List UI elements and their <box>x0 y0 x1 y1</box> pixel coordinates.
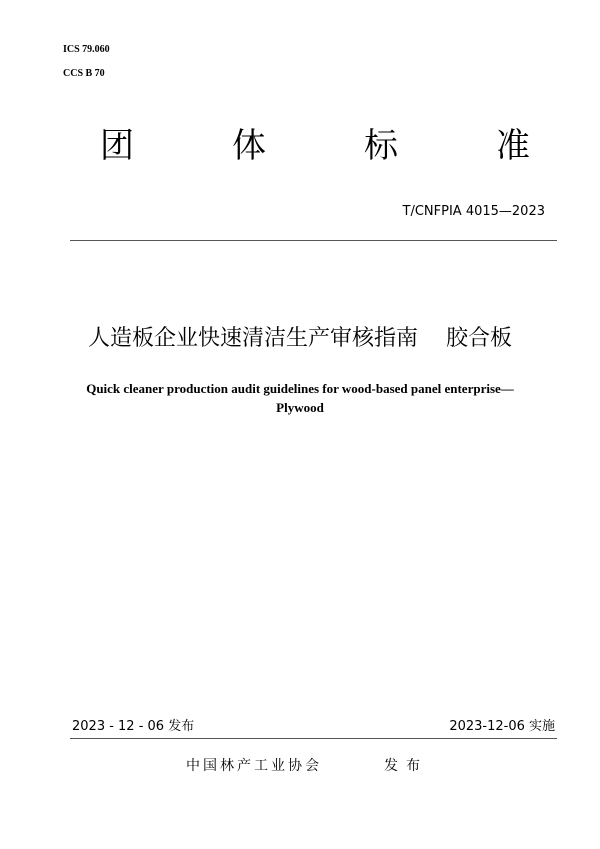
english-title-line-1: Quick cleaner production audit guidelines for wood-based panel enterprise— <box>86 381 514 396</box>
standard-type-heading <box>100 126 530 166</box>
chinese-title: 人造板企业快速清洁生产审核指南 胶合板 <box>88 326 512 351</box>
ics-code: ICS 79.060 <box>63 44 110 55</box>
standard-type-char: 准 <box>496 126 530 166</box>
publish-label: 发布 <box>384 758 428 774</box>
top-divider <box>70 240 557 241</box>
issue-date: 2023 - 12 - 06 发布 <box>72 719 195 734</box>
bottom-divider <box>70 738 557 739</box>
english-title-line-2: Plywood <box>276 400 324 415</box>
issuing-organization: 中国林产工业协会 <box>186 758 322 774</box>
ccs-code: CCS B 70 <box>63 68 105 79</box>
standard-type-char: 体 <box>232 126 266 166</box>
standard-number: T/CNFPIA 4015—2023 <box>402 204 545 219</box>
implementation-date: 2023-12-06 实施 <box>449 719 555 734</box>
standard-type-char: 标 <box>364 126 398 166</box>
standard-type-char: 团 <box>100 126 134 166</box>
